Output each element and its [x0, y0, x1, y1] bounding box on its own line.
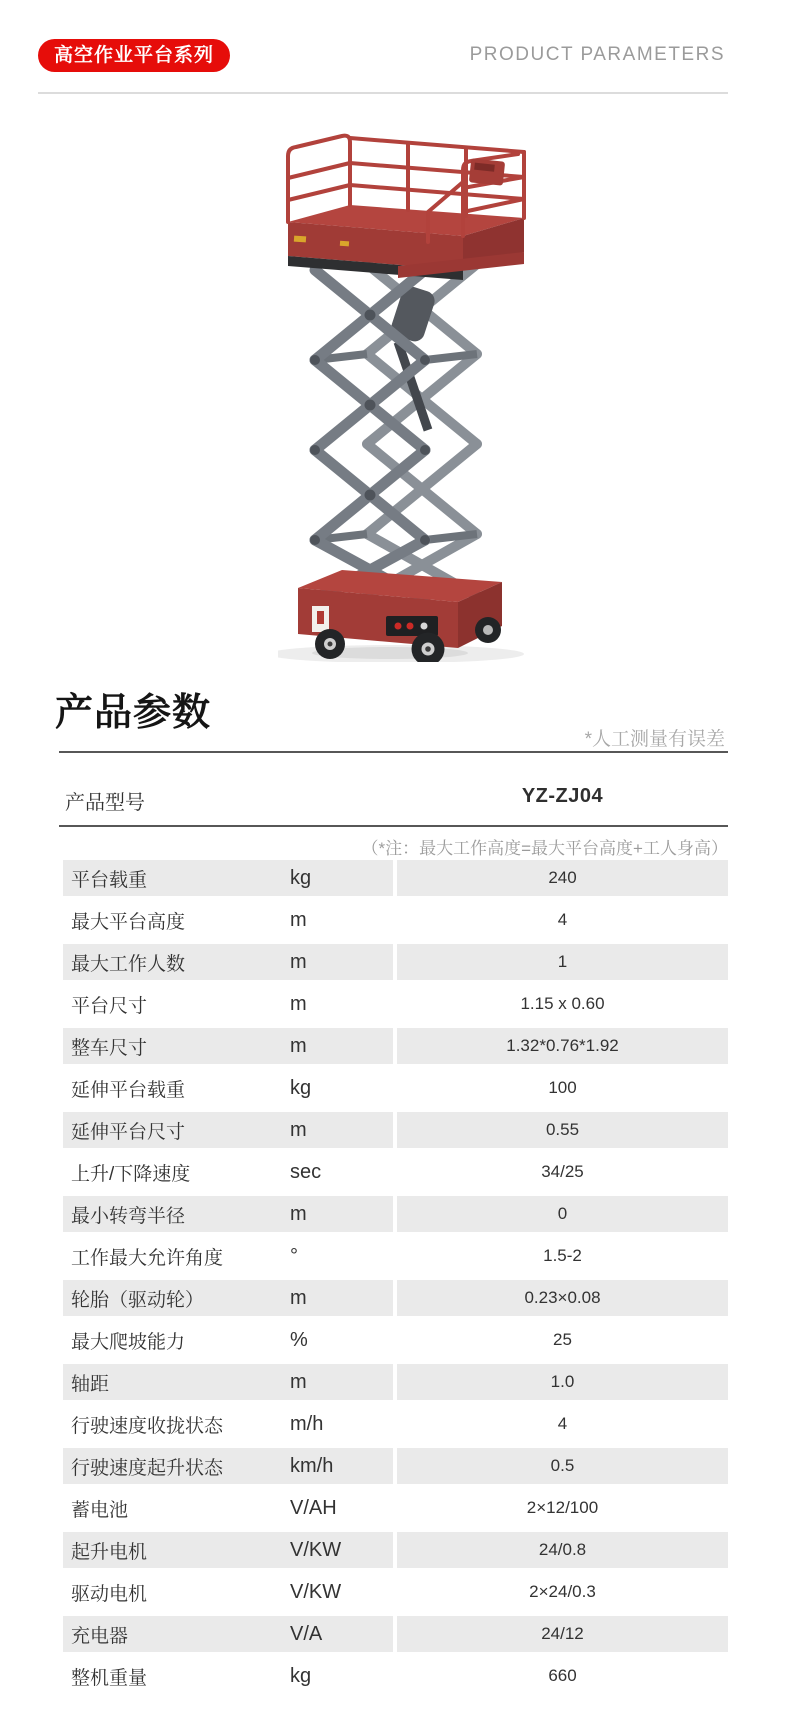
- product-image-scissor-lift: [278, 130, 530, 662]
- spec-label: 整车尺寸: [71, 1037, 148, 1059]
- spec-table: [63, 860, 728, 1700]
- spec-cell-left: [63, 1112, 393, 1148]
- spec-value: 1.5-2: [543, 1246, 582, 1265]
- spec-cell-left: [63, 986, 393, 1022]
- spec-value: 24/0.8: [538, 1540, 587, 1559]
- spec-row: [63, 1154, 728, 1190]
- spec-row: [63, 986, 728, 1022]
- spec-cell-left: [63, 860, 393, 896]
- spec-label: 最小转弯半径: [71, 1205, 186, 1227]
- spec-row: [63, 1196, 728, 1232]
- spec-unit: kg: [290, 1076, 312, 1099]
- spec-cell-right: [397, 1490, 728, 1526]
- spec-label: 起升电机: [71, 1541, 148, 1563]
- series-badge: [38, 39, 230, 72]
- spec-cell-left: [63, 902, 393, 938]
- spec-value: 1: [557, 952, 568, 971]
- spec-cell-right: [397, 1154, 728, 1190]
- spec-unit: km/h: [290, 1454, 334, 1477]
- spec-label: 延伸平台尺寸: [71, 1121, 186, 1143]
- spec-row: [63, 1070, 728, 1106]
- spec-unit: m: [290, 1202, 307, 1225]
- spec-cell-right: [397, 1280, 728, 1316]
- spec-label: 轴距: [71, 1373, 110, 1395]
- spec-row: [63, 1364, 728, 1400]
- spec-cell-left: [63, 1196, 393, 1232]
- spec-cell-right: [397, 1574, 728, 1610]
- spec-label: 工作最大允许角度: [71, 1247, 224, 1269]
- spec-unit: V/KW: [290, 1538, 342, 1561]
- spec-unit: m: [290, 1118, 307, 1141]
- spec-label: 行驶速度收拢状态: [71, 1415, 224, 1437]
- model-value: YZ-ZJ04: [521, 785, 604, 807]
- spec-label: 最大工作人数: [71, 953, 186, 975]
- spec-unit: kg: [290, 866, 312, 889]
- spec-cell-left: [63, 1070, 393, 1106]
- spec-label: 延伸平台载重: [71, 1079, 186, 1101]
- spec-unit: kg: [290, 1664, 312, 1687]
- spec-label: 驱动电机: [71, 1583, 148, 1605]
- spec-cell-left: [63, 1028, 393, 1064]
- spec-label: 行驶速度起升状态: [71, 1457, 224, 1479]
- spec-row: [63, 1532, 728, 1568]
- spec-cell-left: [63, 944, 393, 980]
- spec-value: 24/12: [541, 1624, 584, 1643]
- model-label: 产品型号: [65, 792, 145, 814]
- divider-bottom: [59, 825, 728, 827]
- spec-cell-right: [397, 1070, 728, 1106]
- spec-row: [63, 1406, 728, 1442]
- spec-row: [63, 1490, 728, 1526]
- spec-row: [63, 1616, 728, 1652]
- header-divider: [38, 92, 728, 94]
- spec-cell-right: [397, 944, 728, 980]
- spec-cell-left: [63, 1154, 393, 1190]
- spec-unit: m/h: [290, 1412, 324, 1435]
- spec-cell-left: [63, 1616, 393, 1652]
- spec-label: 平台载重: [71, 869, 148, 891]
- spec-unit: m: [290, 992, 307, 1015]
- spec-cell-right: [397, 1364, 728, 1400]
- spec-cell-left: [63, 1406, 393, 1442]
- spec-label: 整机重量: [71, 1667, 148, 1689]
- spec-unit: V/KW: [290, 1580, 342, 1603]
- spec-cell-left: [63, 1532, 393, 1568]
- spec-row: [63, 1322, 728, 1358]
- spec-value: 4: [557, 1414, 568, 1433]
- spec-cell-left: [63, 1280, 393, 1316]
- spec-row: [63, 1028, 728, 1064]
- spec-value: 25: [553, 1330, 572, 1349]
- spec-unit: m: [290, 1034, 307, 1057]
- spec-cell-left: [63, 1658, 393, 1694]
- spec-cell-right: [397, 986, 728, 1022]
- spec-label: 最大爬坡能力: [71, 1331, 186, 1353]
- spec-cell-left: [63, 1322, 393, 1358]
- spec-value: 2×24/0.3: [529, 1582, 596, 1601]
- spec-value: 2×12/100: [526, 1498, 599, 1517]
- spec-unit: m: [290, 1286, 307, 1309]
- spec-cell-right: [397, 1406, 728, 1442]
- spec-value: 0.55: [545, 1120, 580, 1139]
- spec-row: [63, 1238, 728, 1274]
- spec-value: 4: [557, 910, 568, 929]
- spec-unit: m: [290, 908, 307, 931]
- spec-label: 最大平台高度: [71, 911, 186, 933]
- spec-label: 蓄电池: [71, 1499, 129, 1521]
- spec-cell-right: [397, 1322, 728, 1358]
- spec-row: [63, 1448, 728, 1484]
- platform-deck: [288, 205, 524, 280]
- spec-cell-right: [397, 1196, 728, 1232]
- spec-cell-left: [63, 1448, 393, 1484]
- spec-value: 240: [548, 868, 577, 887]
- spec-cell-right: [397, 902, 728, 938]
- header-title-en: PRODUCT PARAMETERS: [469, 44, 725, 65]
- spec-row: [63, 860, 728, 896]
- platform-control-box: [469, 158, 505, 185]
- section-title: 产品参数: [55, 692, 212, 734]
- spec-unit: V/AH: [290, 1496, 337, 1519]
- spec-unit: m: [290, 950, 307, 973]
- spec-unit: °: [290, 1244, 298, 1267]
- spec-unit: sec: [290, 1160, 322, 1183]
- spec-row: [63, 1280, 728, 1316]
- spec-row: [63, 1658, 728, 1694]
- spec-value: 1.15 x 0.60: [520, 994, 605, 1013]
- spec-cell-left: [63, 1238, 393, 1274]
- divider-top: [59, 751, 728, 753]
- measurement-disclaimer: *人工测量有误差: [584, 729, 725, 750]
- spec-cell-left: [63, 1574, 393, 1610]
- spec-row: [63, 1112, 728, 1148]
- series-badge-label: 高空作业平台系列: [54, 45, 215, 66]
- spec-cell-left: [63, 1364, 393, 1400]
- spec-cell-right: [397, 860, 728, 896]
- spec-row: [63, 944, 728, 980]
- spec-cell-right: [397, 1532, 728, 1568]
- spec-value: 0: [557, 1204, 568, 1223]
- working-height-note: （*注：最大工作高度=最大平台高度+工人身高）: [361, 839, 728, 858]
- spec-value: 660: [548, 1666, 577, 1685]
- spec-unit: V/A: [290, 1622, 323, 1645]
- spec-value: 1.32*0.76*1.92: [506, 1036, 619, 1055]
- spec-cell-right: [397, 1448, 728, 1484]
- spec-cell-right: [397, 1238, 728, 1274]
- spec-value: 1.0: [550, 1372, 575, 1391]
- spec-cell-right: [397, 1028, 728, 1064]
- spec-value: 0.23×0.08: [524, 1288, 601, 1307]
- spec-label: 轮胎（驱动轮）: [71, 1289, 205, 1311]
- spec-label: 上升/下降速度: [71, 1163, 191, 1185]
- spec-cell-left: [63, 1490, 393, 1526]
- spec-label: 充电器: [71, 1625, 129, 1647]
- spec-row: [63, 1574, 728, 1610]
- spec-value: 34/25: [541, 1162, 584, 1181]
- spec-cell-right: [397, 1658, 728, 1694]
- spec-value: 0.5: [550, 1456, 575, 1475]
- spec-unit: m: [290, 1370, 307, 1393]
- spec-label: 平台尺寸: [71, 995, 148, 1017]
- spec-cell-right: [397, 1112, 728, 1148]
- spec-unit: %: [290, 1328, 308, 1351]
- spec-row: [63, 902, 728, 938]
- spec-value: 100: [548, 1078, 577, 1097]
- spec-cell-right: [397, 1616, 728, 1652]
